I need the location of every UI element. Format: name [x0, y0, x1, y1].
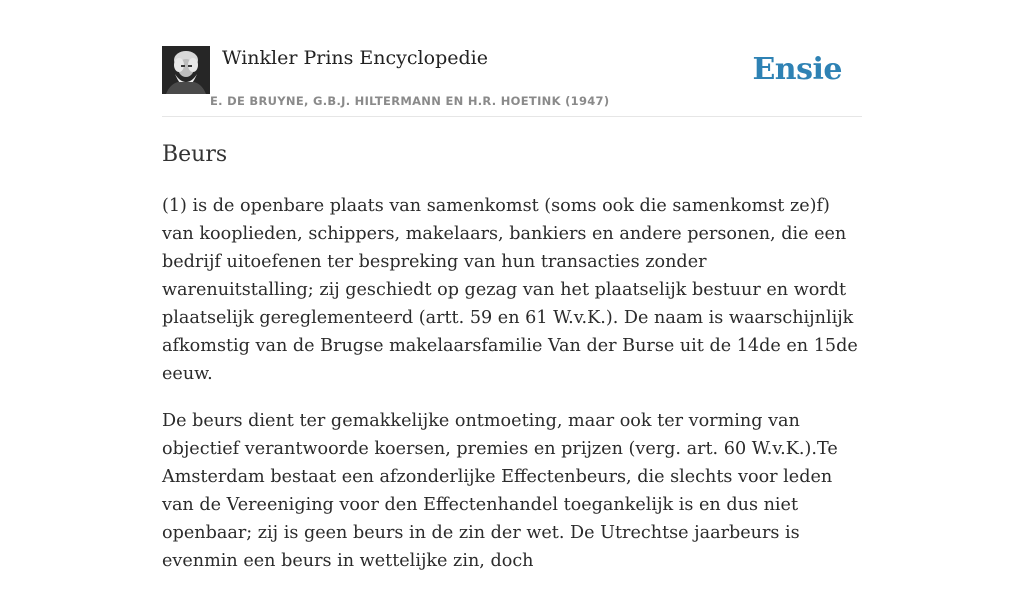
entry-body: [162, 192, 862, 594]
entry-paragraph-1: (1) is de openbare plaats van samenkomst (soms ook die samenkomst ze)f) van kooplieden, schippers, makelaars, bankiers en andere personen, die een bedrijf uitoefenen ter bespreking van hun transacties zonder warenuitstalling; zij geschiedt op gezag van het plaatselijk bestuur en wordt plaatselijk gereglementeerd (artt. 59 en 61 W.v.K.). De naam is waarschijnlijk afkomstig van de Brugse makelaarsfamilie Van der Burse uit de 14de en 15de eeuw.: [162, 196, 858, 384]
brand-logo-link[interactable]: Ensie: [752, 52, 842, 87]
portrait-icon[interactable]: [162, 46, 210, 94]
authors-line: E. DE BRUYNE, G.B.J. HILTERMANN EN H.R. HOETINK (1947): [210, 94, 610, 108]
site-title[interactable]: Winkler Prins Encyclopedie: [222, 47, 488, 69]
header: [162, 46, 862, 117]
entry-paragraph-2: De beurs dient ter gemakkelijke ontmoeting, maar ook ter vorming van objectief verantwoorde koersen, premies en prijzen (verg. art. 60 W.v.K.).Te Amsterdam bestaat een afzonderlijke Effectenbeurs, die slechts voor leden van de Vereeniging voor den Effectenhandel toegankelijk is en dus niet openbaar; zij is geen beurs in de zin der wet. De Utrechtse jaarbeurs is evenmin een beurs in wettelijke zin, doch: [162, 411, 838, 571]
portrait-image: [162, 46, 210, 94]
entry-title: Beurs: [162, 142, 228, 167]
